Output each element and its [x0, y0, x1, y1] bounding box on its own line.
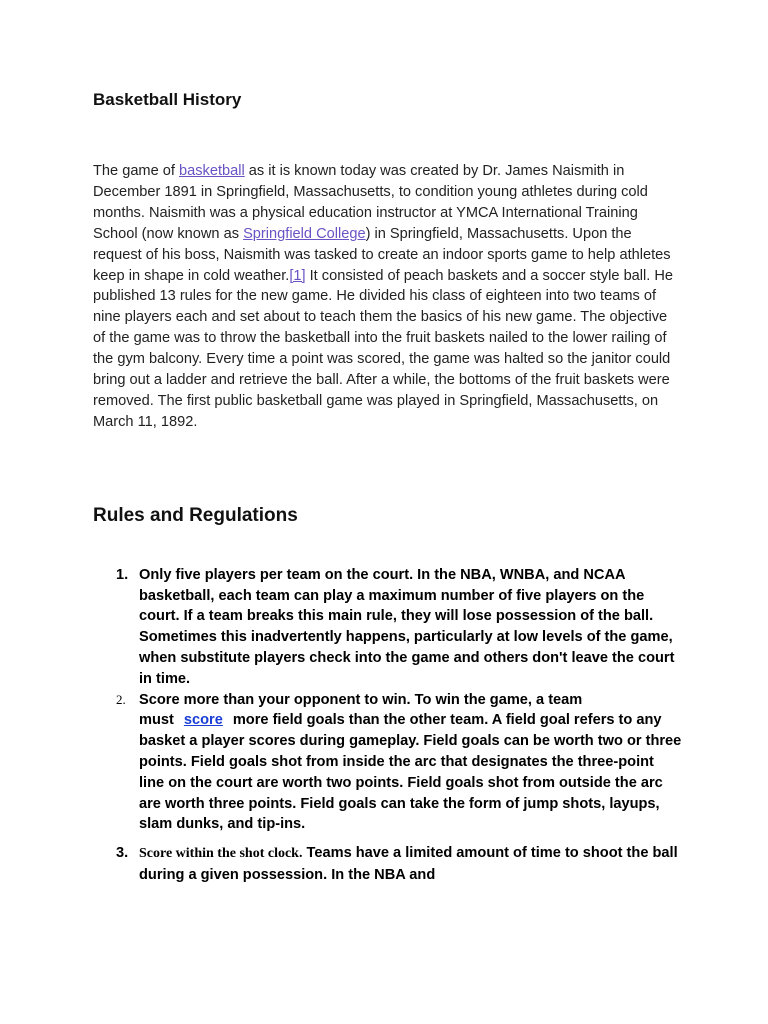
intro-text-1: The game of [93, 163, 179, 179]
rule-lead: Score within the shot clock. [139, 846, 303, 862]
score-link[interactable]: score [183, 712, 223, 729]
intro-paragraph [93, 161, 683, 433]
intro-text-2: as it is known today was created by Dr. James Naismith in December 1891 in Springfield, Massachusetts, to condition young athletes during cold months. Naismith was a physical education instructor at YMCA International Training School (now known as [93, 163, 648, 242]
list-number: 2. [116, 691, 126, 707]
springfield-college-link[interactable]: Springfield College [243, 225, 366, 242]
list-number: 1. [116, 566, 129, 583]
list-item [93, 690, 683, 836]
basketball-link[interactable]: basketball [179, 163, 245, 179]
reference-link[interactable]: [1] [289, 267, 306, 284]
rules-list [93, 565, 683, 886]
rule-text: Teams have a limited amount of time to shoot the ball during a given possession. In the NBA and [139, 845, 678, 883]
list-item [93, 565, 683, 690]
rule-text-a: Score more than your opponent to win. To win the game, a team must [139, 691, 583, 729]
section-title: Rules and Regulations [93, 504, 298, 526]
rule-text: Only five players per team on the court. In the NBA, WNBA, and NCAA basketball, each team can play a maximum number of five players on the court. If a team breaks this main rule, they will lose possession of the ball. Sometimes this inadvertently happens, particularly at low levels of the game, when substitute players check into the game and others don't leave the court in time. [139, 566, 675, 687]
intro-text-3: ) in Springfield, Massachusetts. Upon the request of his boss, Naismith was tasked to create an indoor sports game to help athletes keep in shape in cold weather. [93, 225, 671, 284]
intro-text-4: It consisted of peach baskets and a soccer style ball. He published 13 rules for the new game. He divided his class of eighteen into two teams of nine players each and set about to teach them the basics of his new game. The objective of the game was to throw the basketball into the fruit baskets nailed to the lower railing of the gym balcony. Every time a point was scored, the game was halted so the janitor could bring out a ladder and retrieve the ball. After a while, the bottoms of the fruit baskets were removed. The first public basketball game was played in Springfield, Massachusetts, on March 11, 1892. [93, 267, 674, 430]
page-title: Basketball History [93, 90, 242, 109]
rule-text-b: more field goals than the other team. A field goal refers to any basket a player scores during gameplay. Field goals can be worth two or three points. Field goals shot from inside the arc that designates the three-point line on the court are worth two points. Field goals shot from outside the arc are worth three points. Field goals can take the form of jump shots, layups, slam dunks, and tip-ins. [139, 712, 682, 833]
document-page [93, 88, 683, 886]
list-item [93, 843, 683, 886]
list-number: 3. [116, 845, 129, 862]
